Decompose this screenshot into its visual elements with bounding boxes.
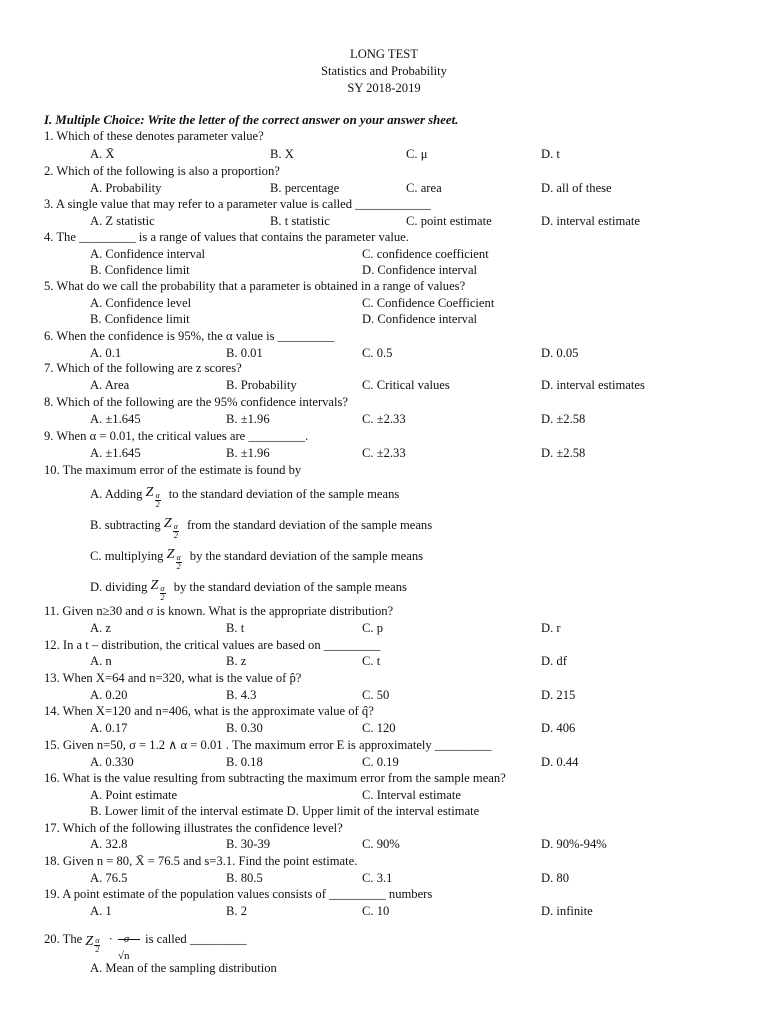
q6-option-c: C. 0.5 <box>362 346 393 360</box>
q17-option-a: A. 32.8 <box>90 837 128 851</box>
test-title: LONG TEST <box>350 47 418 61</box>
q14-option-c: C. 120 <box>362 721 396 735</box>
q4-option-a: A. Confidence interval <box>90 247 206 261</box>
q13-option-b: B. 4.3 <box>226 688 257 702</box>
question-9: 9. When α = 0.01, the critical values are _________. <box>44 429 309 443</box>
q13-option-a: A. 0.20 <box>90 688 128 702</box>
q15-option-b: B. 0.18 <box>226 755 263 769</box>
q5-option-a: A. Confidence level <box>90 296 192 310</box>
q18-option-d: D. 80 <box>541 871 569 885</box>
z-alpha-half-symbol: Z α 2 <box>85 934 100 955</box>
question-16: 16. What is the value resulting from subtracting the maximum error from the sample mean? <box>44 771 506 785</box>
question-14: 14. When X=120 and n=406, what is the approximate value of q̂? <box>44 704 374 718</box>
q9-option-b: B. ±1.96 <box>226 446 270 460</box>
q13-option-d: D. 215 <box>541 688 576 702</box>
q12-option-b: B. z <box>226 654 247 668</box>
q1-option-d: D. t <box>541 147 560 161</box>
question-5: 5. What do we call the probability that a parameter is obtained in a range of values? <box>44 279 466 293</box>
q11-option-d: D. r <box>541 621 561 635</box>
q2-option-c: C. area <box>406 181 442 195</box>
q10-option-d-rest: by the standard deviation of the sample means <box>173 580 407 594</box>
q8-option-b: B. ±1.96 <box>226 412 270 426</box>
q19-option-d: D. infinite <box>541 904 593 918</box>
q9-option-a: A. ±1.645 <box>90 446 141 460</box>
q3-option-a: A. Z statistic <box>90 214 155 228</box>
q10-option-a <box>90 481 399 508</box>
z-alpha-half-symbol: Z α 2 <box>166 547 181 572</box>
q16-option-a: A. Point estimate <box>90 788 178 802</box>
q20-lead: 20. The <box>44 932 83 946</box>
q10-option-b-rest: from the standard deviation of the sample means <box>186 518 433 532</box>
q17-option-c: C. 90% <box>362 837 400 851</box>
q9-option-d: D. ±2.58 <box>541 446 586 460</box>
q18-option-b: B. 80.5 <box>226 871 263 885</box>
section-instruction: I. Multiple Choice: Write the letter of the correct answer on your answer sheet. <box>44 113 459 127</box>
q2-option-b: B. percentage <box>270 181 340 195</box>
q4-option-d: D. Confidence interval <box>362 263 478 277</box>
q16-options-b-d: B. Lower limit of the interval estimate D. Upper limit of the interval estimate <box>90 804 480 818</box>
question-12: 12. In a t – distribution, the critical values are based on _________ <box>44 638 381 652</box>
q15-option-c: C. 0.19 <box>362 755 399 769</box>
q1-option-a: A. X̄ <box>90 147 115 161</box>
q12-option-a: A. n <box>90 654 112 668</box>
q11-option-c: C. p <box>362 621 383 635</box>
q5-option-b: B. Confidence limit <box>90 312 190 326</box>
q10-option-a-rest: to the standard deviation of the sample means <box>168 487 400 501</box>
q5-option-d: D. Confidence interval <box>362 312 478 326</box>
q3-option-c: C. point estimate <box>406 214 492 228</box>
q10-option-c-lead: C. multiplying <box>90 549 164 563</box>
question-1: 1. Which of these denotes parameter value? <box>44 129 264 143</box>
q16-option-c: C. Interval estimate <box>362 788 461 802</box>
z-alpha-half-symbol: Z α 2 <box>145 485 160 510</box>
question-10: 10. The maximum error of the estimate is found by <box>44 463 302 477</box>
question-6: 6. When the confidence is 95%, the α value is _________ <box>44 329 335 343</box>
school-year: SY 2018-2019 <box>347 81 421 95</box>
q14-option-a: A. 0.17 <box>90 721 128 735</box>
q8-option-c: C. ±2.33 <box>362 412 406 426</box>
q7-option-d: D. interval estimates <box>541 378 645 392</box>
question-8: 8. Which of the following are the 95% confidence intervals? <box>44 395 349 409</box>
q3-option-b: B. t statistic <box>270 214 330 228</box>
q1-option-c: C. μ <box>406 147 428 161</box>
q7-option-a: A. Area <box>90 378 130 392</box>
q10-option-b-lead: B. subtracting <box>90 518 161 532</box>
q19-option-c: C. 10 <box>362 904 390 918</box>
q14-option-b: B. 0.30 <box>226 721 263 735</box>
q4-option-b: B. Confidence limit <box>90 263 190 277</box>
q4-option-c: C. confidence coefficient <box>362 247 489 261</box>
q18-option-c: C. 3.1 <box>362 871 393 885</box>
q2-option-d: D. all of these <box>541 181 612 195</box>
q15-option-d: D. 0.44 <box>541 755 579 769</box>
q19-option-b: B. 2 <box>226 904 247 918</box>
q10-option-d <box>90 574 407 601</box>
q12-option-d: D. df <box>541 654 567 668</box>
q15-option-a: A. 0.330 <box>90 755 134 769</box>
q20-rest: is called _________ <box>145 932 247 946</box>
q6-option-b: B. 0.01 <box>226 346 263 360</box>
test-subject: Statistics and Probability <box>321 64 447 78</box>
q7-option-b: B. Probability <box>226 378 297 392</box>
question-2: 2. Which of the following is also a proportion? <box>44 164 280 178</box>
q9-option-c: C. ±2.33 <box>362 446 406 460</box>
q13-option-c: C. 50 <box>362 688 390 702</box>
question-4: 4. The _________ is a range of values that contains the parameter value. <box>44 230 409 244</box>
q7-option-c: C. Critical values <box>362 378 450 392</box>
question-15: 15. Given n=50, σ = 1.2 ∧ α = 0.01 . The maximum error E is approximately _________ <box>44 738 492 752</box>
q12-option-c: C. t <box>362 654 381 668</box>
q11-option-b: B. t <box>226 621 245 635</box>
question-3: 3. A single value that may refer to a parameter value is called ____________ <box>44 197 431 211</box>
q2-option-a: A. Probability <box>90 181 162 195</box>
q8-option-d: D. ±2.58 <box>541 412 586 426</box>
question-20 <box>44 922 247 963</box>
z-alpha-half-symbol: Z α 2 <box>150 578 165 603</box>
q18-option-a: A. 76.5 <box>90 871 128 885</box>
multiplication-dot: · <box>108 932 113 946</box>
question-7: 7. Which of the following are z scores? <box>44 361 242 375</box>
question-13: 13. When X=64 and n=320, what is the value of p̂? <box>44 671 302 685</box>
q10-option-c <box>90 543 423 570</box>
sigma-over-root-n-fraction: σ √n <box>116 923 142 957</box>
q11-option-a: A. z <box>90 621 111 635</box>
question-18: 18. Given n = 80, X̄ = 76.5 and s=3.1. Find the point estimate. <box>44 854 358 868</box>
z-alpha-half-symbol: Z α 2 <box>163 516 178 541</box>
question-11: 11. Given n≥30 and σ is known. What is the appropriate distribution? <box>44 604 394 618</box>
question-17: 17. Which of the following illustrates the confidence level? <box>44 821 343 835</box>
q10-option-d-lead: D. dividing <box>90 580 148 594</box>
question-19: 19. A point estimate of the population values consists of _________ numbers <box>44 887 433 901</box>
q10-option-b <box>90 512 432 539</box>
q6-option-a: A. 0.1 <box>90 346 122 360</box>
q5-option-c: C. Confidence Coefficient <box>362 296 495 310</box>
q10-option-a-lead: A. Adding <box>90 487 143 501</box>
q8-option-a: A. ±1.645 <box>90 412 141 426</box>
q17-option-d: D. 90%-94% <box>541 837 607 851</box>
q1-option-b: B. X <box>270 147 294 161</box>
q10-option-c-rest: by the standard deviation of the sample means <box>189 549 424 563</box>
q17-option-b: B. 30-39 <box>226 837 271 851</box>
q19-option-a: A. 1 <box>90 904 112 918</box>
q3-option-d: D. interval estimate <box>541 214 640 228</box>
q20-option-a: A. Mean of the sampling distribution <box>90 961 277 975</box>
q14-option-d: D. 406 <box>541 721 576 735</box>
q6-option-d: D. 0.05 <box>541 346 579 360</box>
